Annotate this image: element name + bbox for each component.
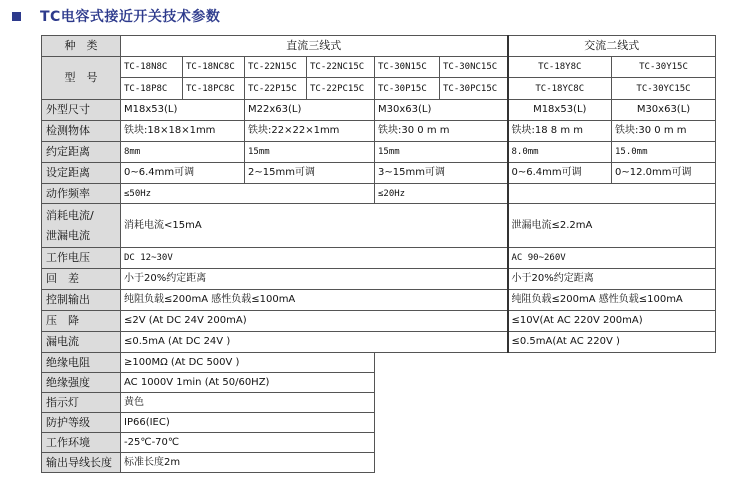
model-cell: TC-30Y15C xyxy=(612,57,716,78)
insulation-s-value: AC 1000V 1min (At 50/60HZ) xyxy=(121,373,375,393)
voltage-value: DC 12~30V xyxy=(121,248,508,269)
frequency-value: ≤50Hz xyxy=(121,184,375,204)
hysteresis-value: 小于20%约定距离 xyxy=(508,269,716,290)
dc-group-header: 直流三线式 xyxy=(121,36,508,57)
drop-value: ≤10V(At AC 220V 200mA) xyxy=(508,311,716,332)
table-row-current xyxy=(42,204,716,248)
row-label-current-line1: 消耗电流/ xyxy=(46,208,94,222)
model-cell: TC-18N8C xyxy=(121,57,183,78)
indicator-value: 黄色 xyxy=(121,393,375,413)
row-label-insulation-s: 绝缘强度 xyxy=(42,373,121,393)
distance-value: 15mm xyxy=(375,142,508,163)
row-label-voltage: 工作电压 xyxy=(42,248,121,269)
model-cell: TC-22N15C xyxy=(245,57,307,78)
table-row-model-1 xyxy=(42,57,716,78)
table-row-output xyxy=(42,290,716,311)
row-label-protection: 防护等级 xyxy=(42,413,121,433)
row-label-environment: 工作环境 xyxy=(42,433,121,453)
table-row-protection xyxy=(42,413,716,433)
row-label-set-distance: 设定距离 xyxy=(42,163,121,184)
distance-value: 8mm xyxy=(121,142,245,163)
table-row-leak xyxy=(42,332,716,353)
distance-value: 15mm xyxy=(245,142,375,163)
table-row-model-2 xyxy=(42,78,716,100)
hysteresis-value: 小于20%约定距离 xyxy=(121,269,508,290)
output-value: 纯阻负载≤200mA 感性负载≤100mA xyxy=(508,290,716,311)
table-row-distance xyxy=(42,142,716,163)
protection-value: IP66(IEC) xyxy=(121,413,375,433)
row-label-insulation-r: 绝缘电阻 xyxy=(42,353,121,373)
size-value: M30x63(L) xyxy=(375,100,508,121)
spec-table xyxy=(41,35,716,473)
table-row-voltage xyxy=(42,248,716,269)
row-label-model: 型 号 xyxy=(42,57,121,100)
table-row-cable xyxy=(42,453,716,473)
model-cell: TC-18Y8C xyxy=(508,57,612,78)
leak-value: ≤0.5mA (At DC 24V ) xyxy=(121,332,508,353)
table-row-drop xyxy=(42,311,716,332)
set-distance-value: 0~6.4mm可调 xyxy=(508,163,612,184)
table-row-hysteresis xyxy=(42,269,716,290)
row-label-size: 外型尺寸 xyxy=(42,100,121,121)
cable-value: 标准长度2m xyxy=(121,453,375,473)
size-value: M18x53(L) xyxy=(508,100,612,121)
model-cell: TC-18YC8C xyxy=(508,78,612,100)
row-label-current-line2: 泄漏电流 xyxy=(46,228,90,242)
row-label-object: 检测物体 xyxy=(42,121,121,142)
model-cell: TC-22NC15C xyxy=(307,57,375,78)
row-label-hysteresis: 回 差 xyxy=(42,269,121,290)
size-value: M18x53(L) xyxy=(121,100,245,121)
model-cell: TC-18P8C xyxy=(121,78,183,100)
size-value: M22x63(L) xyxy=(245,100,375,121)
model-cell: TC-30P15C xyxy=(375,78,440,100)
object-value: 铁块:30 0 m m xyxy=(375,121,508,142)
model-cell: TC-30PC15C xyxy=(440,78,508,100)
object-value: 铁块:18 8 m m xyxy=(508,121,612,142)
environment-value: -25℃-70℃ xyxy=(121,433,375,453)
current-value: 消耗电流<15mA xyxy=(121,204,508,248)
row-label-cable: 输出导线长度 xyxy=(42,453,121,473)
page-title: TC电容式接近开关技术参数 xyxy=(40,9,221,25)
table-row-set-distance xyxy=(42,163,716,184)
distance-value: 8.0mm xyxy=(508,142,612,163)
table-row-object xyxy=(42,121,716,142)
leak-value: ≤0.5mA(At AC 220V ) xyxy=(508,332,716,353)
title-bullet-icon xyxy=(12,12,21,21)
row-label-current xyxy=(42,204,121,248)
object-value: 铁块:30 0 m m xyxy=(612,121,716,142)
model-cell: TC-22PC15C xyxy=(307,78,375,100)
set-distance-value: 3~15mm可调 xyxy=(375,163,508,184)
page-title-block xyxy=(12,6,220,26)
frequency-value xyxy=(508,184,716,204)
frequency-value: ≤20Hz xyxy=(375,184,508,204)
object-value: 铁块:18×18×1mm xyxy=(121,121,245,142)
table-row-kind xyxy=(42,36,716,57)
row-label-indicator: 指示灯 xyxy=(42,393,121,413)
current-value: 泄漏电流≤2.2mA xyxy=(508,204,716,248)
table-row-indicator xyxy=(42,393,716,413)
ac-group-header: 交流二线式 xyxy=(508,36,716,57)
voltage-value: AC 90~260V xyxy=(508,248,716,269)
drop-value: ≤2V (At DC 24V 200mA) xyxy=(121,311,508,332)
insulation-r-value: ≥100MΩ (At DC 500V ) xyxy=(121,353,375,373)
set-distance-value: 0~12.0mm可调 xyxy=(612,163,716,184)
table-row-environment xyxy=(42,433,716,453)
object-value: 铁块:22×22×1mm xyxy=(245,121,375,142)
row-label-frequency: 动作频率 xyxy=(42,184,121,204)
model-cell: TC-30N15C xyxy=(375,57,440,78)
row-label-kind: 种 类 xyxy=(42,36,121,57)
size-value: M30x63(L) xyxy=(612,100,716,121)
row-label-distance: 约定距离 xyxy=(42,142,121,163)
output-value: 纯阻负载≤200mA 感性负载≤100mA xyxy=(121,290,508,311)
model-cell: TC-22P15C xyxy=(245,78,307,100)
distance-value: 15.0mm xyxy=(612,142,716,163)
table-row-insulation-s xyxy=(42,373,716,393)
set-distance-value: 2~15mm可调 xyxy=(245,163,375,184)
row-label-drop: 压 降 xyxy=(42,311,121,332)
table-row-size xyxy=(42,100,716,121)
table-row-frequency xyxy=(42,184,716,204)
row-label-output: 控制输出 xyxy=(42,290,121,311)
model-cell: TC-30YC15C xyxy=(612,78,716,100)
set-distance-value: 0~6.4mm可调 xyxy=(121,163,245,184)
row-label-leak: 漏电流 xyxy=(42,332,121,353)
model-cell: TC-30NC15C xyxy=(440,57,508,78)
model-cell: TC-18PC8C xyxy=(183,78,245,100)
table-row-insulation-r xyxy=(42,353,716,373)
model-cell: TC-18NC8C xyxy=(183,57,245,78)
